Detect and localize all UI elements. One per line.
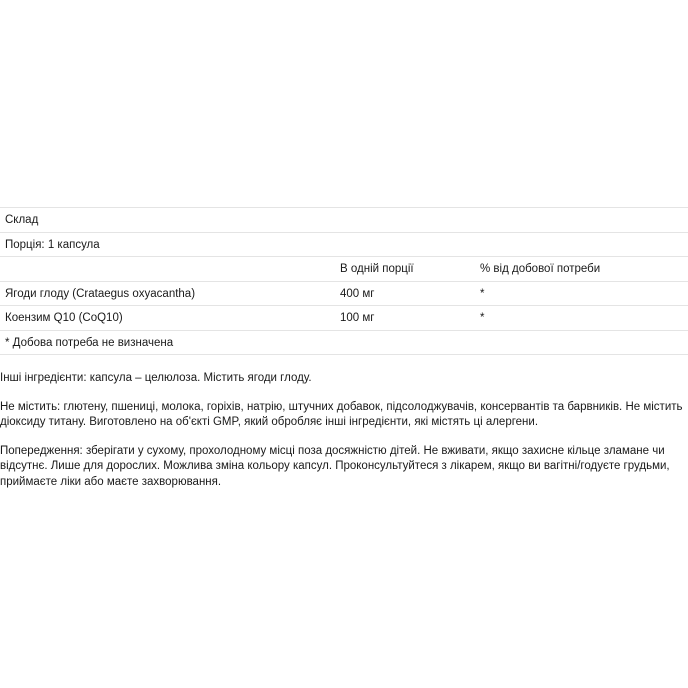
warning-text: Попередження: зберігати у сухому, прохолодному місці поза досяжністю дітей. Не вживати, якщо захисне кільце зламане чи відсутнє. Лише для дорослих. Можлива зміна кольору капсул. Проконсультуйтеся з лікарем, якщо ви вагітні/годуєте грудьми, приймаєте ліки або маєте захворювання. (0, 444, 670, 488)
ingredient-amount: 400 мг (340, 287, 375, 300)
serving-size-row (0, 233, 688, 258)
header-per-serving: В одній порції (340, 263, 414, 275)
table-title: Склад (5, 214, 39, 226)
ingredient-name: Ягоди глоду (Crataegus oxyacantha) (5, 287, 196, 300)
table-title-row (0, 208, 688, 233)
table-header-row (0, 257, 688, 282)
footnote-row (0, 331, 688, 356)
ingredient-daily-value: * (480, 312, 485, 324)
supplement-facts-table (0, 207, 688, 355)
ingredient-amount: 100 мг (340, 312, 375, 324)
other-ingredients-text: Інші інгредієнти: капсула – целюлоза. Містить ягоди глоду. (0, 372, 312, 384)
daily-value-footnote: * Добова потреба не визначена (5, 336, 174, 349)
serving-size: Порція: 1 капсула (5, 238, 100, 251)
ingredient-name: Коензим Q10 (CoQ10) (5, 312, 123, 324)
table-row (0, 306, 688, 331)
product-notes (0, 371, 684, 503)
header-daily-value: % від добової потреби (480, 263, 601, 275)
table-row (0, 282, 688, 307)
allergen-free-text: Не містить: глютену, пшениці, молока, горіхів, натрію, штучних добавок, підсолоджувачів, консервантів та барвників. Не містить діоксиду титану. Виготовлено на об'єкті GMP, який обробляє інші інгредієнти, які містять ці алергени. (0, 400, 683, 428)
ingredient-daily-value: * (480, 287, 485, 300)
